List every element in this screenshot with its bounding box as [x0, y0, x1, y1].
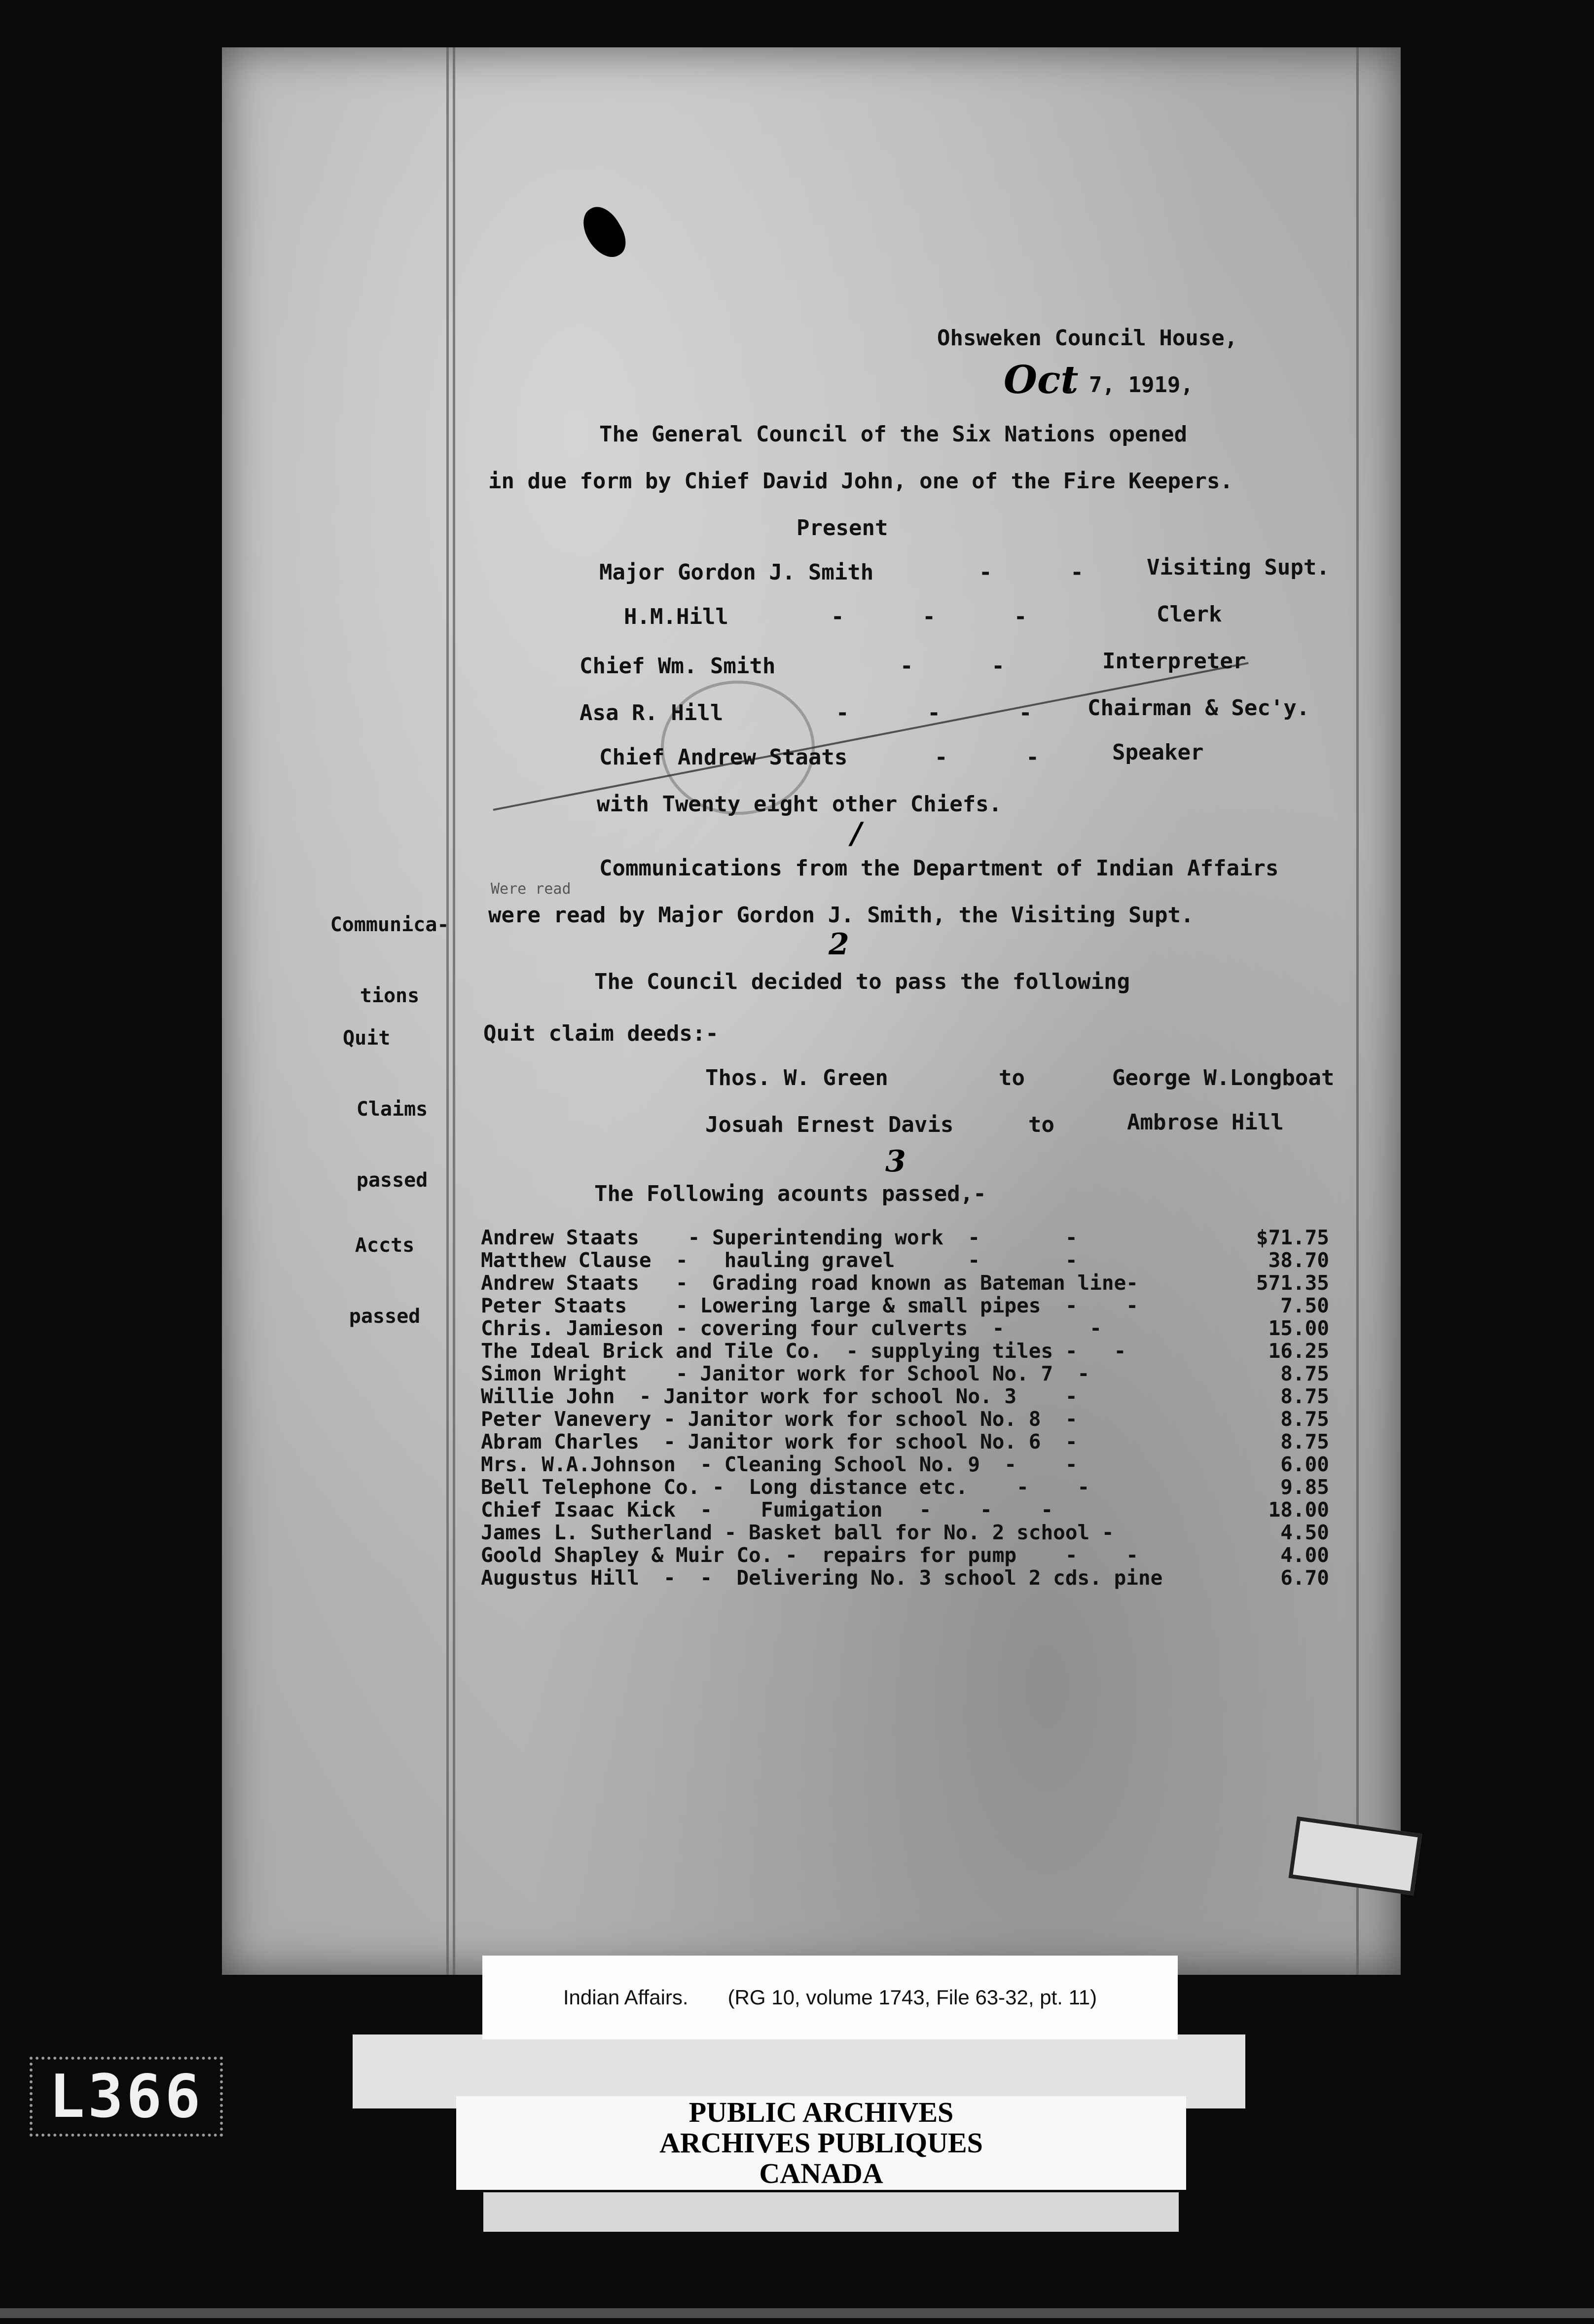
account-row [481, 1475, 1329, 1498]
account-row [481, 1521, 1329, 1543]
accounts-heading: The Following acounts passed,- [594, 1181, 986, 1206]
handwritten-month: Oct [1004, 358, 1079, 402]
deed-1-to: George W.Longboat [1112, 1065, 1335, 1090]
place-line: Ohsweken Council House, [937, 326, 1238, 351]
account-row [481, 1248, 1329, 1271]
present-dashes-2: - - - [831, 604, 1027, 629]
account-desc: Matthew Clause - hauling gravel - - [481, 1248, 1078, 1272]
account-desc: Andrew Staats - Superintending work - - [481, 1226, 1078, 1249]
account-desc: Abram Charles - Janitor work for school No. 6 - [481, 1430, 1078, 1453]
frame-number-counter: L366 [30, 2057, 223, 2137]
present-role-2: Clerk [1157, 602, 1222, 627]
faint-stamp-text: Were read [491, 880, 571, 898]
ink-blot [576, 200, 633, 264]
archives-line-3: CANADA [759, 2157, 883, 2189]
archive-reference: (RG 10, volume 1743, File 63-32, pt. 11) [727, 1986, 1097, 2009]
present-dashes-5: - - [935, 745, 1039, 770]
account-amount: $71.75 [1256, 1226, 1329, 1249]
present-others: with Twenty eight other Chiefs. [597, 792, 1002, 817]
account-amount: 6.70 [1280, 1566, 1329, 1590]
account-amount: 8.75 [1280, 1362, 1329, 1385]
account-amount: 9.85 [1280, 1475, 1329, 1499]
present-dashes-1: - - [979, 560, 1084, 585]
handwritten-mark-2: 2 [829, 927, 849, 962]
account-desc: James L. Sutherland - Basket ball for No. 2 school - [481, 1521, 1114, 1544]
account-row [481, 1339, 1329, 1362]
account-amount: 4.50 [1280, 1521, 1329, 1544]
account-desc: Mrs. W.A.Johnson - Cleaning School No. 9 - - [481, 1452, 1078, 1476]
present-dashes-4: - - - [836, 700, 1032, 726]
account-desc: Augustus Hill - - Delivering No. 3 school 2 cds. pine [481, 1566, 1163, 1590]
deed-2-to-word: to [1028, 1112, 1054, 1137]
present-role-5: Speaker [1112, 740, 1204, 765]
account-amount: 38.70 [1268, 1248, 1329, 1272]
account-row [481, 1543, 1329, 1566]
handwritten-mark-1: / [851, 816, 862, 851]
account-amount: 7.50 [1280, 1294, 1329, 1317]
account-row [481, 1362, 1329, 1384]
present-role-1: Visiting Supt. [1147, 555, 1330, 580]
account-row [481, 1271, 1329, 1294]
archive-dept: Indian Affairs. [563, 1986, 688, 2009]
present-name-3: Chief Wm. Smith [580, 654, 776, 679]
deed-1-from: Thos. W. Green [705, 1065, 888, 1090]
account-row [481, 1226, 1329, 1248]
account-desc: Goold Shapley & Muir Co. - repairs for pump - - [481, 1543, 1138, 1567]
account-row [481, 1384, 1329, 1407]
account-desc: Chris. Jamieson - covering four culverts - - [481, 1316, 1102, 1340]
accounts-list [481, 1226, 1329, 1589]
account-amount: 8.75 [1280, 1407, 1329, 1431]
account-amount: 4.00 [1280, 1543, 1329, 1567]
present-name-2: H.M.Hill [624, 604, 728, 629]
account-amount: 8.75 [1280, 1430, 1329, 1453]
account-amount: 15.00 [1268, 1316, 1329, 1340]
account-row [481, 1430, 1329, 1452]
account-desc: Simon Wright - Janitor work for School No. 7 - [481, 1362, 1090, 1385]
communications-line-1: Communications from the Department of Indian Affairs [599, 856, 1279, 881]
film-bottom-edge [0, 2308, 1594, 2318]
date-rest: . 7, 1919, [1063, 372, 1194, 398]
archive-reference-label [482, 1956, 1178, 2039]
communications-line-2: were read by Major Gordon J. Smith, the Visiting Supt. [488, 903, 1194, 928]
account-row [481, 1566, 1329, 1589]
account-row [481, 1407, 1329, 1430]
account-row [481, 1294, 1329, 1316]
present-heading: Present [797, 515, 888, 541]
present-name-5: Chief Andrew Staats [599, 745, 848, 770]
intro-line-1: The General Council of the Six Nations opened [599, 422, 1188, 447]
present-name-4: Asa R. Hill [580, 700, 724, 726]
account-amount: 18.00 [1268, 1498, 1329, 1522]
account-desc: Willie John - Janitor work for school No. 3 - [481, 1384, 1078, 1408]
account-amount: 8.75 [1280, 1384, 1329, 1408]
account-amount: 571.35 [1256, 1271, 1329, 1295]
present-dashes-3: - - [900, 654, 1005, 679]
account-amount: 16.25 [1268, 1339, 1329, 1363]
account-desc: Andrew Staats - Grading road known as Bateman line- [481, 1271, 1138, 1295]
account-desc: Peter Vanevery - Janitor work for school No. 8 - [481, 1407, 1078, 1431]
account-amount: 6.00 [1280, 1452, 1329, 1476]
margin-note-accts: Accts passed [349, 1234, 421, 1328]
public-archives-label [456, 2096, 1186, 2190]
quit-claims-line-2: Quit claim deeds:- [483, 1021, 719, 1046]
intro-line-2: in due form by Chief David John, one of the Fire Keepers. [488, 469, 1233, 494]
account-row [481, 1452, 1329, 1475]
quit-claims-line-1: The Council decided to pass the following [594, 969, 1130, 994]
archives-line-2: ARCHIVES PUBLIQUES [659, 2127, 983, 2159]
deed-1-to-word: to [999, 1065, 1025, 1090]
account-desc: The Ideal Brick and Tile Co. - supplying tiles - - [481, 1339, 1126, 1363]
present-name-1: Major Gordon J. Smith [599, 560, 874, 585]
deed-2-from: Josuah Ernest Davis [705, 1112, 954, 1137]
present-role-3: Interpreter [1102, 649, 1246, 674]
margin-note-communications: Communica- tions [330, 913, 449, 1007]
account-desc: Bell Telephone Co. - Long distance etc. - - [481, 1475, 1090, 1499]
account-row [481, 1316, 1329, 1339]
handwritten-mark-3: 3 [885, 1144, 906, 1179]
deed-2-to: Ambrose Hill [1127, 1110, 1284, 1135]
label-bottom-strip [483, 2192, 1179, 2232]
account-desc: Peter Staats - Lowering large & small pipes - - [481, 1294, 1138, 1317]
account-row [481, 1498, 1329, 1521]
margin-rule-right [1356, 47, 1359, 1975]
margin-note-quit-claims: Quit Claims passed [343, 1027, 428, 1192]
archives-line-1: PUBLIC ARCHIVES [688, 2096, 954, 2128]
account-desc: Chief Isaac Kick - Fumigation - - - [481, 1498, 1053, 1522]
present-role-4: Chairman & Sec'y. [1087, 695, 1310, 721]
